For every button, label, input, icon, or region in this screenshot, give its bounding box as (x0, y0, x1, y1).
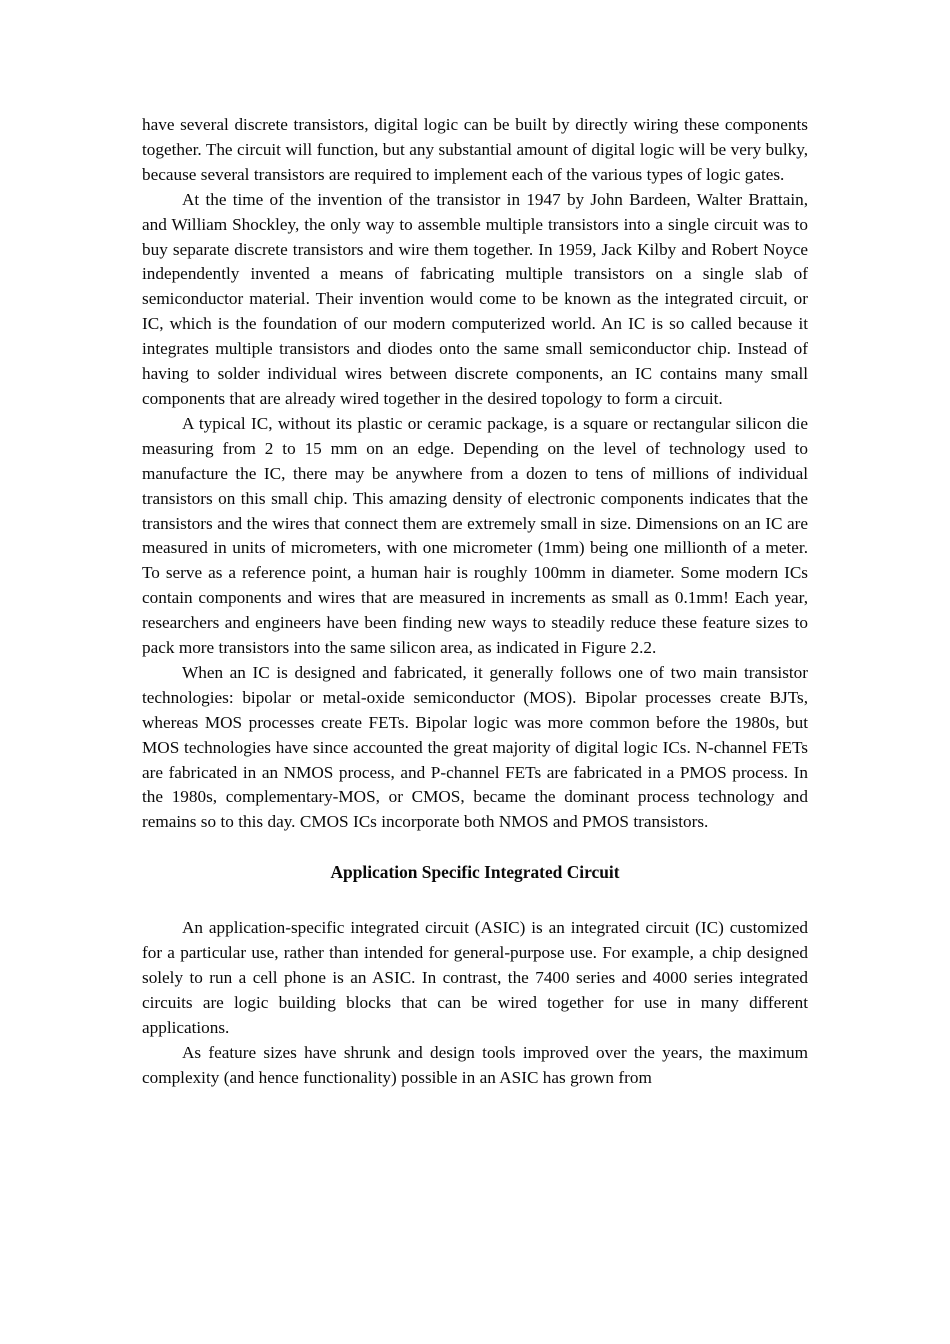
section-heading-asic: Application Specific Integrated Circuit (330, 862, 620, 883)
paragraph-asic-complexity: As feature sizes have shrunk and design tools improved over the years, the maximum complexity (and hence functionality) possible in an ASIC has grown from (142, 1042, 808, 1087)
heading-spacer-below (142, 885, 808, 916)
paragraph-discrete-transistors: have several discrete transistors, digital logic can be built by directly wiring these components together. The circuit will function, but any substantial amount of digital logic will be very bulky, because several transistors are required to implement each of the various types of logic gates. (142, 115, 808, 184)
paragraph-asic-definition: An application-specific integrated circuit (ASIC) is an integrated circuit (IC) customized for a particular use, rather than intended for general-purpose use. For example, a chip designed solely to run a cell phone is an ASIC. In contrast, the 7400 series and 4000 series integrated circuits are logic building blocks that can be wired together for use in many different applications. (142, 918, 808, 1037)
paragraph-transistor-technologies: When an IC is designed and fabricated, it generally follows one of two main transistor technologies: bipolar or metal-oxide semiconductor (MOS). Bipolar processes create BJTs, whereas MOS processes create FETs. Bipolar logic was more common before the 1980s, but MOS technologies have since accounted the great majority of digital logic ICs. N-channel FETs are fabricated in an NMOS process, and P-channel FETs are fabricated in a PMOS process. In the 1980s, complementary-MOS, or CMOS, became the dominant process technology and remains so to this day. CMOS ICs incorporate both NMOS and PMOS transistors. (142, 662, 808, 832)
heading-spacer-above (142, 835, 808, 860)
paragraph-invention-of-transistor: At the time of the invention of the transistor in 1947 by John Bardeen, Walter Brattain, and William Shockley, the only way to assemble multiple transistors into a single circuit was to buy separate discrete transistors and wire them together. In 1959, Jack Kilby and Robert Noyce independently invented a means of fabricating multiple transistors on a single slab of semiconductor material. Their invention would come to be known as the integrated circuit, or IC, which is the foundation of our modern computerized world. An IC is so called because it integrates multiple transistors and diodes onto the same small semiconductor chip. Instead of having to solder individual wires between discrete components, an IC contains many small components that are already wired together in the desired topology to form a circuit. (142, 189, 808, 408)
paragraph-typical-ic-dimensions: A typical IC, without its plastic or ceramic package, is a square or rectangular silicon die measuring from 2 to 15 mm on an edge. Depending on the level of technology used to manufacture the IC, there may be anywhere from a dozen to tens of millions of individual transistors on this small chip. This amazing density of electronic components indicates that the transistors and the wires that connect them are extremely small in size. Dimensions on an IC are measured in units of micrometers, with one micrometer (1mm) being one millionth of a meter. To serve as a reference point, a human hair is roughly 100mm in diameter. Some modern ICs contain components and wires that are measured in increments as small as 0.1mm! Each year, researchers and engineers have been finding new ways to steadily reduce these feature sizes to pack more transistors into the same silicon area, as indicated in Figure 2.2. (142, 413, 808, 658)
text-column (142, 113, 808, 1091)
